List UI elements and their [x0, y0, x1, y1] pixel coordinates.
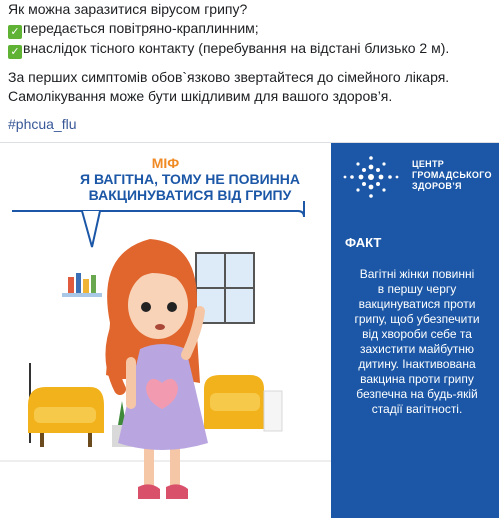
hashtag-link[interactable]: #phcua_flu [8, 116, 77, 132]
myth-illustration-panel [0, 143, 331, 518]
myth-label: МІФ [151, 155, 180, 171]
post-line: внаслідок тісного контакту (перебування на відстані близько 2 м). [23, 40, 450, 56]
check-icon: ✓ [8, 25, 22, 39]
logo-line: ЗДОРОВ’Я [412, 181, 462, 191]
post-text [8, 0, 493, 134]
post-image[interactable] [0, 142, 499, 518]
myth-statement [80, 171, 300, 203]
fact-line: вакцинуватися проти [358, 297, 476, 311]
fact-line: безпечна на будь-якій [356, 387, 478, 401]
fact-line: грипу, щоб убезпечити [354, 312, 480, 326]
fact-line: в першу чергу [377, 282, 457, 296]
myth-line: ВАКЦИНУВАТИСЯ ВІД ГРИПУ [88, 187, 292, 203]
fact-line: від хвороби себе та [362, 327, 472, 341]
fact-line: стадії вагітності. [371, 402, 463, 416]
post-line: За перших симптомів обов`язково звертайтеся до сімейного лікаря. [8, 69, 450, 85]
post-line: передається повітряно-краплинним; [23, 20, 259, 36]
post-list-item [8, 39, 493, 59]
fact-line: вакцина проти грипу [360, 372, 474, 386]
logo-line: ЦЕНТР [412, 159, 445, 169]
check-icon: ✓ [8, 45, 22, 59]
myth-line: Я ВАГІТНА, ТОМУ НЕ ПОВИННА [80, 171, 301, 187]
logo-title [412, 159, 492, 192]
post-line: Як можна заразитися вірусом грипу? [8, 1, 248, 17]
phc-logo-icon [340, 153, 402, 201]
fact-line: дитину. Інактивована [358, 357, 476, 371]
fact-line: Вагітні жінки повинні [359, 267, 475, 281]
logo-line: ГРОМАДСЬКОГО [412, 170, 492, 180]
fact-line: захистити майбутню [360, 342, 474, 356]
post-line: Самолікування може бути шкідливим для вашого здоров’я. [8, 88, 393, 104]
fact-text [339, 267, 495, 417]
post-list-item [8, 19, 493, 39]
fact-label: ФАКТ [345, 235, 382, 250]
